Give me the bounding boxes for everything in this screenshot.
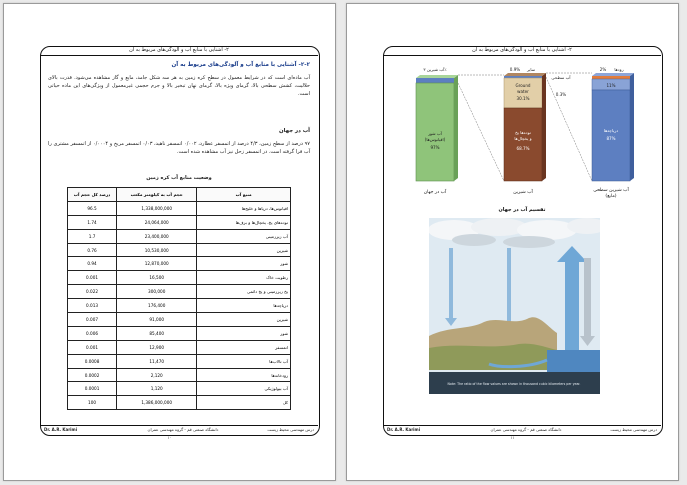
precipitation-arrow <box>449 248 453 318</box>
page-number: ۱۰ <box>167 435 172 440</box>
page-header: ۲- آشنایی با منابع آب و آلودگی‌های مربوط به آن <box>383 46 661 56</box>
footer-university: دانشگاه صنعتی قم - گروه مهندسی عمران <box>490 427 562 432</box>
percent-cell: 1.74 <box>68 215 117 229</box>
percent-cell: 0.76 <box>68 243 117 257</box>
bar1-category-label: آب در جهان <box>423 190 447 195</box>
water-source-cell: توده‌های یخ، یخچال‌ها و برف‌ها <box>197 215 291 229</box>
water-source-cell: آب بیولوژیکی <box>197 382 291 396</box>
bar3-category-label: آب شیرین سطحی <box>593 188 629 193</box>
table-row <box>68 313 291 327</box>
bar2-seg-label: Ground <box>515 83 531 88</box>
water-distribution-chart <box>383 60 661 220</box>
percent-cell: 100 <box>68 396 117 410</box>
water-source-cell: شیرین <box>197 243 291 257</box>
column-header: حجم آب به کیلومتر مکعب <box>117 188 197 202</box>
bar1-seg-label: آب شور <box>428 131 442 136</box>
bar3-top-pct: 2% <box>599 67 607 72</box>
section-title: ۲-۲- آشنایی با منابع آب و آلودگی‌های مربوط به آن <box>171 62 310 68</box>
page-footer <box>383 425 661 434</box>
water-source-cell: شور <box>197 326 291 340</box>
percent-cell: 0.022 <box>68 285 117 299</box>
bar1-freshwater-segment <box>416 78 454 83</box>
volume-cell: 300,000 <box>117 285 197 299</box>
bar3-seg-value: 11% <box>606 83 616 88</box>
footer-university: دانشگاه صنعتی قم - گروه مهندسی عمران <box>147 427 219 432</box>
bar3-top-label: رودها <box>614 67 624 72</box>
bar2-seg-label: و یخچال‌ها <box>514 136 532 141</box>
water-source-cell: اتمسفر <box>197 340 291 354</box>
bar2-seg-label: توده‌ها یخ <box>515 130 531 135</box>
bar1-seg-value: 97% <box>430 145 440 150</box>
intro-paragraph: آب ماده‌ای است که در شرایط معمول در سطح کره زمین به هر سه شکل جامد، مایع و گاز مشاهده می‌شود. قدرت بالای حلالیت، کشش سطحی بالا، گرمای ویژه بالا، گرمای نهان تبخیر بالا و جرم حجمی غیرمعمول از ویژگی‌های این ماده حیاتی است. <box>48 75 310 97</box>
bar2-seg-value: 30.1% <box>516 96 530 101</box>
ocean <box>547 350 600 372</box>
percent-cell: 0.007 <box>68 313 117 327</box>
volume-cell: 11,470 <box>117 354 197 368</box>
page-header: ۲- آشنایی با منابع آب و آلودگی‌های مربوط به آن <box>40 46 318 56</box>
water-cycle-diagram <box>429 218 600 394</box>
bar2-ice-segment <box>504 108 542 181</box>
table-row <box>68 257 291 271</box>
column-header: منبع آب <box>197 188 291 202</box>
footer-course: درس مهندسی محیط زیست <box>610 427 657 432</box>
bar1-top <box>416 75 458 78</box>
subsection-title: آب در جهان <box>279 128 310 134</box>
bar1-top-label: آب شیرین ۳٪ <box>423 67 447 72</box>
table-row <box>68 299 291 313</box>
table-row <box>68 368 291 382</box>
cloud-icon <box>452 234 496 246</box>
document-page-right <box>346 3 679 481</box>
water-source-cell: شیرین <box>197 313 291 327</box>
document-page-left <box>3 3 336 481</box>
percent-cell: 0.001 <box>68 271 117 285</box>
water-resources-table <box>67 187 291 410</box>
bar3-category-label: (مایع) <box>605 194 617 199</box>
volume-cell: 24,064,000 <box>117 215 197 229</box>
table-row <box>68 271 291 285</box>
water-source-cell: شور <box>197 257 291 271</box>
evaporation-arrow <box>565 260 579 350</box>
water-source-cell: یخ زیرزمینی و یخ دائمی <box>197 285 291 299</box>
volume-cell: 23,400,000 <box>117 229 197 243</box>
water-source-cell: کل <box>197 396 291 410</box>
water-source-cell: آب تالاب‌ها <box>197 354 291 368</box>
table-row <box>68 382 291 396</box>
table-header-row <box>68 188 291 202</box>
bar3-side <box>630 73 634 181</box>
bar3-rivers-segment <box>592 76 630 79</box>
table-row <box>68 340 291 354</box>
table-row <box>68 243 291 257</box>
volume-cell: 176,400 <box>117 299 197 313</box>
percent-cell: 0.001 <box>68 340 117 354</box>
volume-cell: 85,400 <box>117 326 197 340</box>
bar2-seg-value: 68.7% <box>516 146 530 151</box>
water-source-cell: رطوبت خاک <box>197 271 291 285</box>
volume-cell: 91,000 <box>117 313 197 327</box>
subsection-paragraph: ۹۷ درصد از سطح زمین، ۴/۳ درصد از اتمسفر عطارد، ۰/۰۰۲ اتمسفر ناهید، ۰/۰۳ اتمسفر مریخ و ۰/۰۰۰۴ از اتمسفر مشتری را آب فرا گرفته است. در اتمسفر زحل نیز آب مشاهده شده است. <box>48 141 310 155</box>
connector-line <box>546 77 592 181</box>
page-footer <box>40 425 318 434</box>
water-source-cell: دریاچه‌ها <box>197 299 291 313</box>
figure-caption: تقسیم آب در جهان <box>498 207 546 213</box>
precipitation-arrow <box>507 248 511 326</box>
table-row <box>68 396 291 410</box>
connector-line <box>458 83 504 181</box>
ocean-precipitation-arrow <box>584 258 591 338</box>
percent-cell: 1.7 <box>68 229 117 243</box>
footer-course: درس مهندسی محیط زیست <box>267 427 314 432</box>
bar1-seg-label: (اقیانوس‌ها) <box>424 137 446 142</box>
bar2-top-pct: 0.9% <box>509 67 521 72</box>
volume-cell: 1,338,000,000 <box>117 201 197 215</box>
column-header: درصد کل حجم آب <box>68 188 117 202</box>
table-row <box>68 326 291 340</box>
cloud-icon <box>503 236 555 248</box>
water-source-cell: آب زیرزمینی <box>197 229 291 243</box>
bar2-side <box>542 73 546 181</box>
bar1-side <box>454 75 458 181</box>
footer-author: Dr. A.R. Karimi <box>387 427 421 432</box>
percent-cell: 0.013 <box>68 299 117 313</box>
table-row <box>68 215 291 229</box>
bar2-top <box>504 73 546 76</box>
table-title: وضعیت منابع آب کره زمین <box>146 175 212 181</box>
volume-cell: 12,900 <box>117 340 197 354</box>
volume-cell: 1,120 <box>117 382 197 396</box>
footer-author: Dr. A.R. Karimi <box>44 427 78 432</box>
surface-water-label: آب سطحی <box>551 75 571 80</box>
table-row <box>68 285 291 299</box>
percent-cell: 96.5 <box>68 201 117 215</box>
water-source-cell: رودخانه‌ها <box>197 368 291 382</box>
volume-cell: 1,386,000,000 <box>117 396 197 410</box>
percent-cell: 0.0008 <box>68 354 117 368</box>
percent-cell: 0.0002 <box>68 368 117 382</box>
volume-cell: 12,870,000 <box>117 257 197 271</box>
volume-cell: 16,500 <box>117 271 197 285</box>
percent-cell: 0.006 <box>68 326 117 340</box>
percent-cell: 0.0001 <box>68 382 117 396</box>
table-row <box>68 201 291 215</box>
water-source-cell: اقیانوس‌ها، دریاها و خلیج‌ها <box>197 201 291 215</box>
surface-water-pct: 0.3% <box>555 92 567 97</box>
diagram-note: Note: The ratio of the flow values are shown in thousand cubic kilometers per year. <box>447 382 581 386</box>
bar3-top <box>592 73 634 76</box>
table-row <box>68 229 291 243</box>
bar2-seg-label: water <box>517 89 529 94</box>
bar3-seg-label: دریاچه‌ها <box>603 128 619 133</box>
percent-cell: 0.94 <box>68 257 117 271</box>
bar2-surface-segment <box>504 76 542 78</box>
page-number: ۱۱ <box>510 435 515 440</box>
table-row <box>68 354 291 368</box>
bar2-top-label: سایر <box>526 67 536 72</box>
volume-cell: 10,530,000 <box>117 243 197 257</box>
volume-cell: 2,120 <box>117 368 197 382</box>
bar2-category-label: آب شیرین <box>513 190 533 195</box>
bar3-seg-value: 87% <box>606 136 616 141</box>
